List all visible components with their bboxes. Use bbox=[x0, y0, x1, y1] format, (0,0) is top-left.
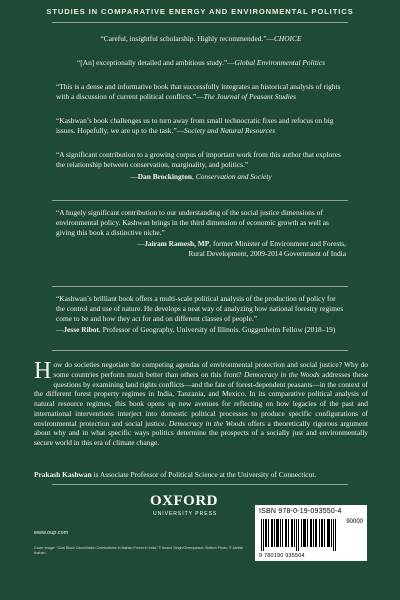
publisher-logo bbox=[150, 492, 218, 517]
quote-5-source: Conservation and Society bbox=[195, 171, 272, 181]
book-title-2: Democracy in the Woods bbox=[168, 418, 246, 428]
description-part-1: ow do societies negotiate the competing agendas of environmental protection and social justice? Why do some countries perform much better than others on this front? bbox=[53, 360, 368, 379]
quote-2-source: Global Environmental Politics bbox=[234, 58, 326, 67]
quote-6-role: , former Minister of Environment and Forests, bbox=[209, 239, 346, 249]
author-bio-text: is Associate Professor of Political Science at the University of Connecticut. bbox=[91, 470, 317, 479]
quote-3-body: “This is a dense and informative book that successfully integrates an historical analysis of rights with a discussion of current political conflicts.”— bbox=[56, 82, 341, 101]
quote-5-sep: , bbox=[192, 171, 196, 181]
publisher-url: www.oup.com bbox=[34, 530, 69, 536]
barcode-panel bbox=[255, 505, 367, 561]
author-bio bbox=[34, 470, 364, 480]
barcode-graphic bbox=[261, 519, 339, 551]
rule-5 bbox=[52, 484, 348, 485]
series-title: STUDIES IN COMPARATIVE ENERGY AND ENVIRONMENTAL POLITICS bbox=[46, 7, 354, 16]
quote-6 bbox=[56, 208, 346, 259]
quote-1-body: “Careful, insightful scholarship. Highly recommended.”— bbox=[100, 34, 274, 43]
quote-6-author: Jairam Ramesh, MP bbox=[144, 239, 210, 249]
quote-5-dash: — bbox=[130, 171, 138, 181]
quote-2 bbox=[56, 58, 346, 68]
top-rule bbox=[52, 22, 348, 23]
drop-cap: H bbox=[34, 358, 52, 384]
mid-rule bbox=[52, 200, 348, 201]
quote-6-dash: — bbox=[136, 239, 145, 249]
quote-5-text: “A significant contribution to a growing corpus of important work from this author that explores the relationship between conservation, marginality, and politics.” bbox=[56, 150, 341, 169]
oxford-logo-subtitle: UNIVERSITY PRESS bbox=[153, 510, 218, 517]
quote-2-text bbox=[56, 58, 346, 68]
quote-5-attribution bbox=[56, 172, 346, 182]
description-part-3: offers a theoretically rigorous argument about why and in what specific ways politics determine the prospects of a socially just and environmentally secure world in this era of climate change. bbox=[34, 418, 369, 448]
quote-6-text: “A hugely significant contribution to our understanding of the social justice dimensions of environmental policy. Kashwan brings in the third dimension of economic growth as well as giving this book a distinctive niche.” bbox=[56, 208, 329, 237]
price-code: 90000 bbox=[346, 519, 363, 525]
description-part-2: addresses these questions by examining land rights conflicts—and the fate of forest-dependent peasants—in the context of the different forest property regimes in India, Tanzania, and Mexico. In its comparative political analysis of natural resource regimes, this book opens up new avenues for reflecting on how legacies of the past and international interventions interject into domestic political processes to produce specific configurations of environmental protection and social justice. bbox=[34, 369, 368, 428]
quote-4 bbox=[56, 116, 346, 136]
quote-6-attribution bbox=[56, 239, 346, 259]
quote-4-source: Society and Natural Resources bbox=[184, 125, 276, 135]
author-name: Prakash Kashwan bbox=[34, 470, 92, 479]
quote-3-source: The Journal of Peasant Studies bbox=[203, 91, 296, 101]
rule-4 bbox=[52, 350, 348, 351]
isbn-text: ISBN 978-0-19-093550-4 bbox=[259, 508, 342, 515]
quote-4-body: “Kashwan’s book challenges us to turn away from small technocratic fixes and refocus on big issues. Hopefully, we are up to the task.”— bbox=[56, 116, 334, 135]
rule-3 bbox=[52, 286, 348, 287]
quote-7-role: , Professor of Geography, University of Illinois. Guggenheim Fellow (2018–19) bbox=[98, 325, 336, 335]
quote-6-role-line2: Rural Development, 2009-2014 Government of India bbox=[188, 249, 346, 259]
barcode-number: 9 780190 935504 bbox=[259, 553, 305, 559]
quote-7-text: “Kashwan’s brilliant book offers a multi-scale political analysis of the production of policy for the control and use of nature. He develops a neat way of analyzing how national forestry regimes come to be and how they act for and on different classes of people.” bbox=[56, 294, 344, 323]
book-title-1: Democracy in the Woods bbox=[244, 369, 320, 379]
quote-7-attribution bbox=[56, 325, 346, 335]
quote-7-author: Jesse Ribot bbox=[63, 325, 99, 335]
quote-5 bbox=[56, 150, 346, 181]
quote-1-source: CHOICE bbox=[273, 34, 302, 43]
quote-5-author: Dan Brockington bbox=[137, 171, 192, 181]
quote-1 bbox=[56, 34, 346, 44]
oxford-logo: OXFORD bbox=[150, 493, 218, 509]
quote-2-body: “[An] exceptionally detailed and ambitious study.”— bbox=[76, 58, 235, 67]
quote-3 bbox=[56, 82, 346, 102]
quote-1-text bbox=[56, 34, 346, 44]
quote-4-text bbox=[56, 116, 346, 136]
cover-credit: Cover image: “Coal Block Cancellation Celebrations in Mahan Forest in India” © Anand Singh/Greenpeace; Bottom Photo: © Ashish Kothari. bbox=[34, 546, 244, 555]
book-description bbox=[34, 360, 368, 448]
quote-7-dash: — bbox=[56, 325, 64, 335]
quote-3-text bbox=[56, 82, 346, 102]
quote-7 bbox=[56, 294, 346, 335]
